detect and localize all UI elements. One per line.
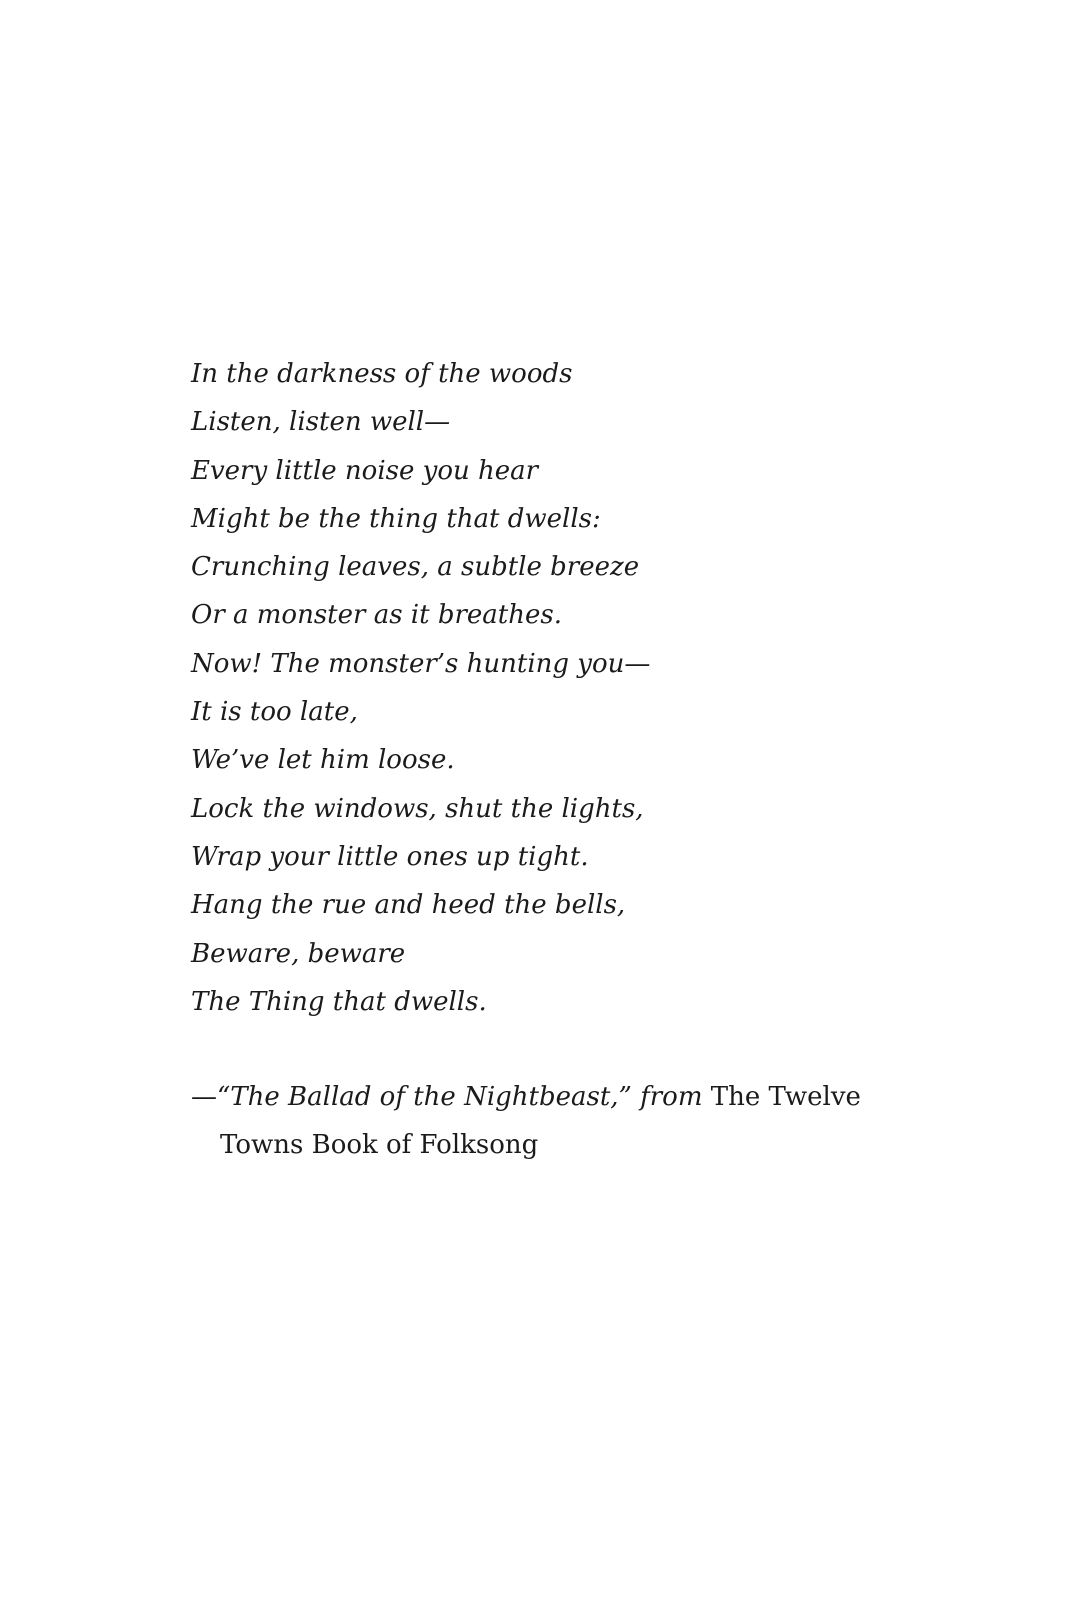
poem-line-13: Beware, beware <box>191 938 406 969</box>
poem-line-14: The Thing that dwells. <box>191 986 487 1017</box>
poem-line-12: Hang the rue and heed the bells, <box>191 890 626 921</box>
poem-line-5: Crunching leaves, a subtle breeze <box>191 552 640 583</box>
poem-line-6: Or a monster as it breathes. <box>191 600 562 631</box>
poem-line-11: Wrap your little ones up tight. <box>191 841 589 872</box>
poem-attribution <box>191 1073 951 1170</box>
attribution-source-part2: Towns Book of Folksong <box>220 1130 539 1161</box>
poem-line-3: Every little noise you hear <box>191 455 539 486</box>
poem-line-7: Now! The monster’s hunting you— <box>191 648 651 679</box>
attribution-source-part1: The Twelve <box>710 1082 861 1112</box>
attribution-line-1 <box>191 1073 951 1121</box>
poem-line-10: Lock the windows, shut the lights, <box>191 793 644 824</box>
poem-line-9: We’ve let him loose. <box>191 745 455 776</box>
poem-line-8: It is too late, <box>191 697 358 728</box>
attribution-line-2 <box>191 1121 951 1169</box>
attribution-prefix: —“The Ballad of the Nightbeast,” from <box>191 1082 703 1112</box>
poem-line-1: In the darkness of the woods <box>191 359 573 389</box>
poem-line-2: Listen, listen well— <box>191 407 451 438</box>
poem-line-4: Might be the thing that dwells: <box>191 503 601 534</box>
poem-epigraph <box>191 350 951 1026</box>
